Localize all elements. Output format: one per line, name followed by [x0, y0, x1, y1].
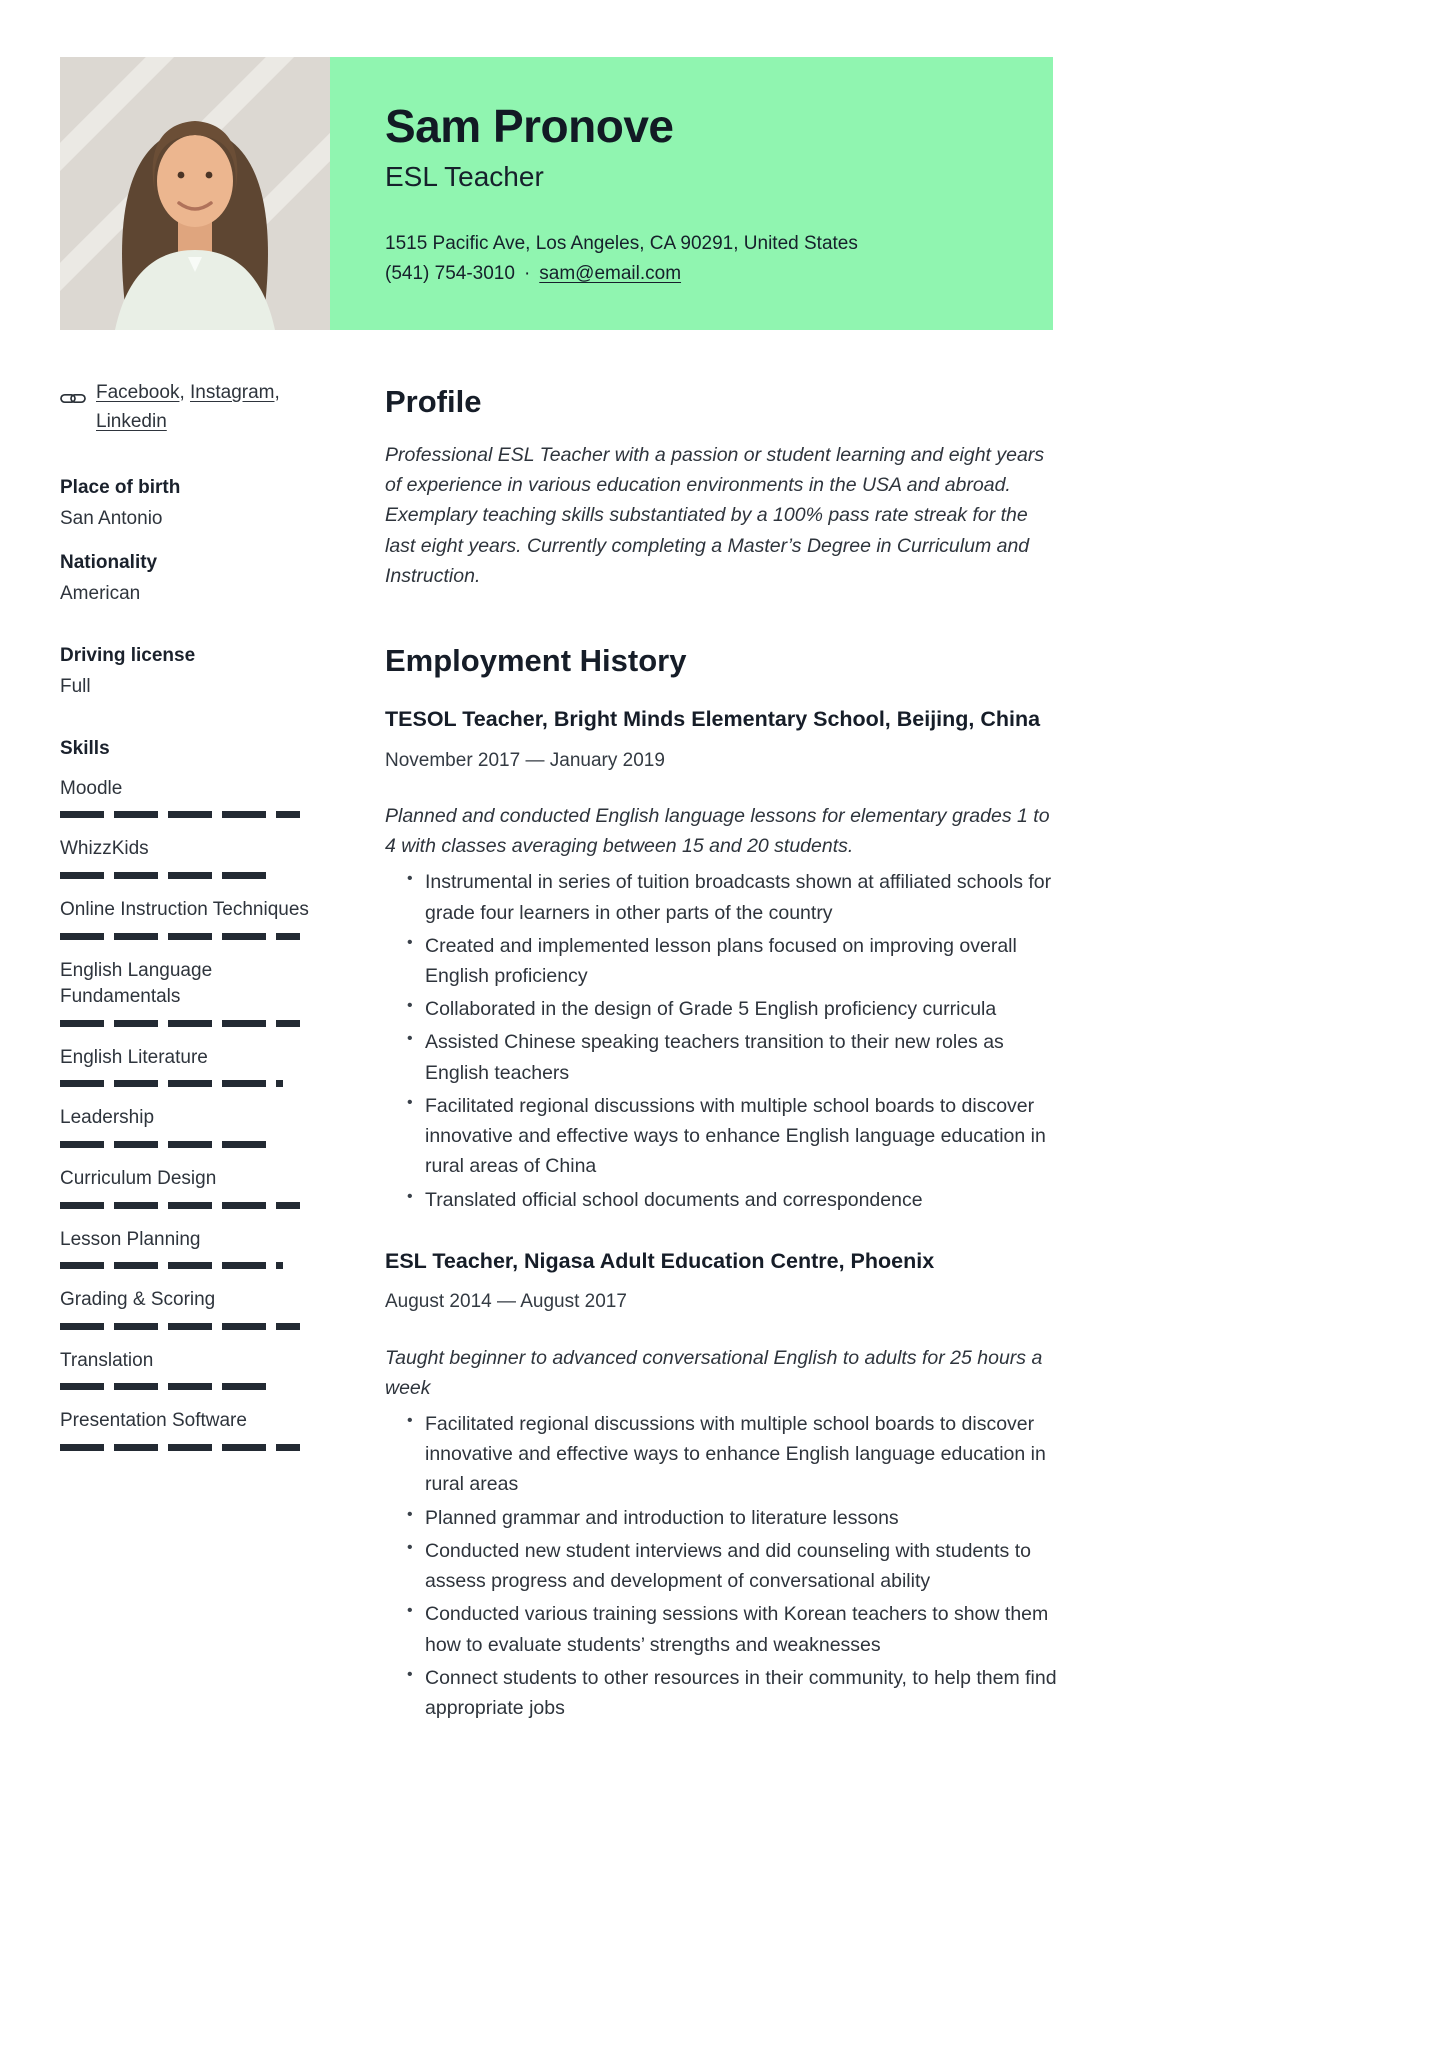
- social-links-text: [96, 378, 310, 437]
- link-comma: ,: [274, 382, 280, 403]
- place-of-birth-section: [60, 477, 310, 530]
- job-dates: November 2017 — January 2019: [385, 749, 665, 771]
- header-banner: [330, 57, 1053, 330]
- skill-name: Presentation Software: [60, 1410, 247, 1432]
- job-dates: August 2014 — August 2017: [385, 1291, 627, 1313]
- profile-photo: [60, 57, 330, 330]
- skill-name: WhizzKids: [60, 838, 149, 860]
- address-line: 1515 Pacific Ave, Los Angeles, CA 90291, United States: [385, 233, 858, 254]
- skill-level-fill: [60, 1383, 269, 1390]
- skill-level-fill: [60, 1202, 300, 1209]
- skill-level-bar: [60, 872, 300, 879]
- bullet-item: • Translated official school documents and correspondence: [425, 1185, 1058, 1215]
- job-bullet-list: [385, 867, 1058, 1214]
- profile-text: Professional ESL Teacher with a passion or student learning and eight years of experience in various education environments in the USA and abroad. Exemplary teaching skills substantiated by a 100% pass rate streak for the last eight years. Currently completing a Master’s Degree in Curriculum and Instruction.: [385, 444, 1045, 587]
- profile-heading: Profile: [385, 384, 482, 419]
- link-icon: [60, 385, 86, 414]
- profile-photo-illustration: [60, 57, 330, 330]
- skill-level-fill: [60, 1020, 300, 1027]
- phone-number: (541) 754-3010: [385, 263, 515, 285]
- phone-email-line: [385, 259, 1013, 289]
- skill-item: [60, 1408, 310, 1451]
- social-links: [60, 378, 310, 437]
- skill-item: [60, 1045, 310, 1088]
- driving-license-section: [60, 645, 310, 698]
- skill-level-bar: [60, 1444, 300, 1451]
- skill-item: [60, 776, 310, 819]
- skill-level-bar: [60, 1020, 300, 1027]
- resume-body: [0, 330, 1448, 1806]
- place-of-birth-value: San Antonio: [60, 507, 163, 529]
- resume-header: [0, 0, 1448, 330]
- nationality-label: Nationality: [60, 551, 158, 573]
- skill-name: English Language Fundamentals: [60, 959, 213, 1008]
- bullet-item: • Instrumental in series of tuition broadcasts shown at affiliated schools for grade four learners in other parts of the country: [425, 867, 1058, 927]
- skill-level-bar: [60, 1141, 300, 1148]
- bullet-item: • Collaborated in the design of Grade 5 English proficiency curricula: [425, 994, 1058, 1024]
- skill-name: Grading & Scoring: [60, 1289, 216, 1311]
- bullet-item: • Assisted Chinese speaking teachers transition to their new roles as English teachers: [425, 1027, 1058, 1087]
- skills-section: [60, 738, 310, 1451]
- sidebar: [60, 378, 310, 1726]
- skills-list: [60, 776, 310, 1451]
- skill-item: [60, 1227, 310, 1270]
- bullet-item: • Facilitated regional discussions with multiple school boards to discover innovative and effective ways to enhance English language education in rural areas of China: [425, 1091, 1058, 1182]
- skill-level-fill: [60, 1444, 300, 1451]
- driving-license-label: Driving license: [60, 644, 196, 666]
- contact-separator: ·: [523, 263, 531, 285]
- contact-block: [385, 229, 1013, 290]
- bullet-item: • Connect students to other resources in their community, to help them find appropriate jobs: [425, 1663, 1058, 1723]
- skill-level-fill: [60, 872, 269, 879]
- skill-level-bar: [60, 811, 300, 818]
- job-summary: Taught beginner to advanced conversational English to adults for 25 hours a week: [385, 1346, 1043, 1399]
- skill-name: Leadership: [60, 1107, 155, 1129]
- skill-item: [60, 1166, 310, 1209]
- skill-item: [60, 836, 310, 879]
- main-content: [385, 378, 1058, 1726]
- candidate-title: ESL Teacher: [385, 161, 544, 192]
- bullet-item: • Planned grammar and introduction to literature lessons: [425, 1503, 1058, 1533]
- skill-level-fill: [60, 1141, 269, 1148]
- skill-name: Translation: [60, 1349, 154, 1371]
- job-summary: Planned and conducted English language lessons for elementary grades 1 to 4 with classes averaging between 15 and 20 students.: [385, 804, 1050, 858]
- bullet-item: • Conducted various training sessions with Korean teachers to show them how to evaluate students’ strengths and weaknesses: [425, 1599, 1058, 1659]
- skill-level-bar: [60, 1262, 300, 1269]
- instagram-link[interactable]: Instagram: [190, 382, 275, 403]
- skill-item: [60, 1348, 310, 1391]
- job-bullet-list: [385, 1409, 1058, 1723]
- link-comma: ,: [179, 382, 185, 403]
- job-title: ESL Teacher, Nigasa Adult Education Centre, Phoenix: [385, 1248, 935, 1273]
- bullet-item: • Created and implemented lesson plans focused on improving overall English proficiency: [425, 931, 1058, 991]
- skill-level-fill: [60, 933, 300, 940]
- skill-item: [60, 1287, 310, 1330]
- candidate-name: Sam Pronove: [385, 100, 674, 152]
- nationality-section: [60, 552, 310, 605]
- nationality-value: American: [60, 582, 141, 604]
- employment-heading: Employment History: [385, 643, 687, 679]
- skill-level-bar: [60, 1080, 300, 1087]
- bullet-item: • Conducted new student interviews and did counseling with students to assess progress and development of conversational ability: [425, 1536, 1058, 1596]
- skill-item: [60, 1105, 310, 1148]
- skill-item: [60, 958, 310, 1027]
- place-of-birth-label: Place of birth: [60, 476, 181, 498]
- facebook-link[interactable]: Facebook: [96, 382, 180, 403]
- job-entry-2: [385, 1245, 1058, 1723]
- skill-item: [60, 897, 310, 940]
- skill-level-bar: [60, 1323, 300, 1330]
- skill-name: English Literature: [60, 1046, 208, 1068]
- job-entry-1: [385, 703, 1058, 1215]
- job-title: TESOL Teacher, Bright Minds Elementary School, Beijing, China: [385, 707, 1041, 732]
- driving-license-value: Full: [60, 675, 91, 697]
- skill-name: Online Instruction Techniques: [60, 899, 309, 921]
- skill-level-bar: [60, 1202, 300, 1209]
- skill-name: Curriculum Design: [60, 1168, 217, 1190]
- skill-name: Moodle: [60, 777, 123, 799]
- skills-label: Skills: [60, 737, 110, 759]
- linkedin-link[interactable]: Linkedin: [96, 411, 167, 433]
- email-link[interactable]: sam@email.com: [539, 263, 682, 285]
- skill-level-fill: [60, 1323, 300, 1330]
- skill-level-bar: [60, 933, 300, 940]
- skill-level-bar: [60, 1383, 300, 1390]
- skill-name: Lesson Planning: [60, 1228, 201, 1250]
- skill-level-fill: [60, 1262, 283, 1269]
- skill-level-fill: [60, 811, 300, 818]
- bullet-item: • Facilitated regional discussions with multiple school boards to discover innovative and effective ways to enhance English language education in rural areas: [425, 1409, 1058, 1500]
- skill-level-fill: [60, 1080, 283, 1087]
